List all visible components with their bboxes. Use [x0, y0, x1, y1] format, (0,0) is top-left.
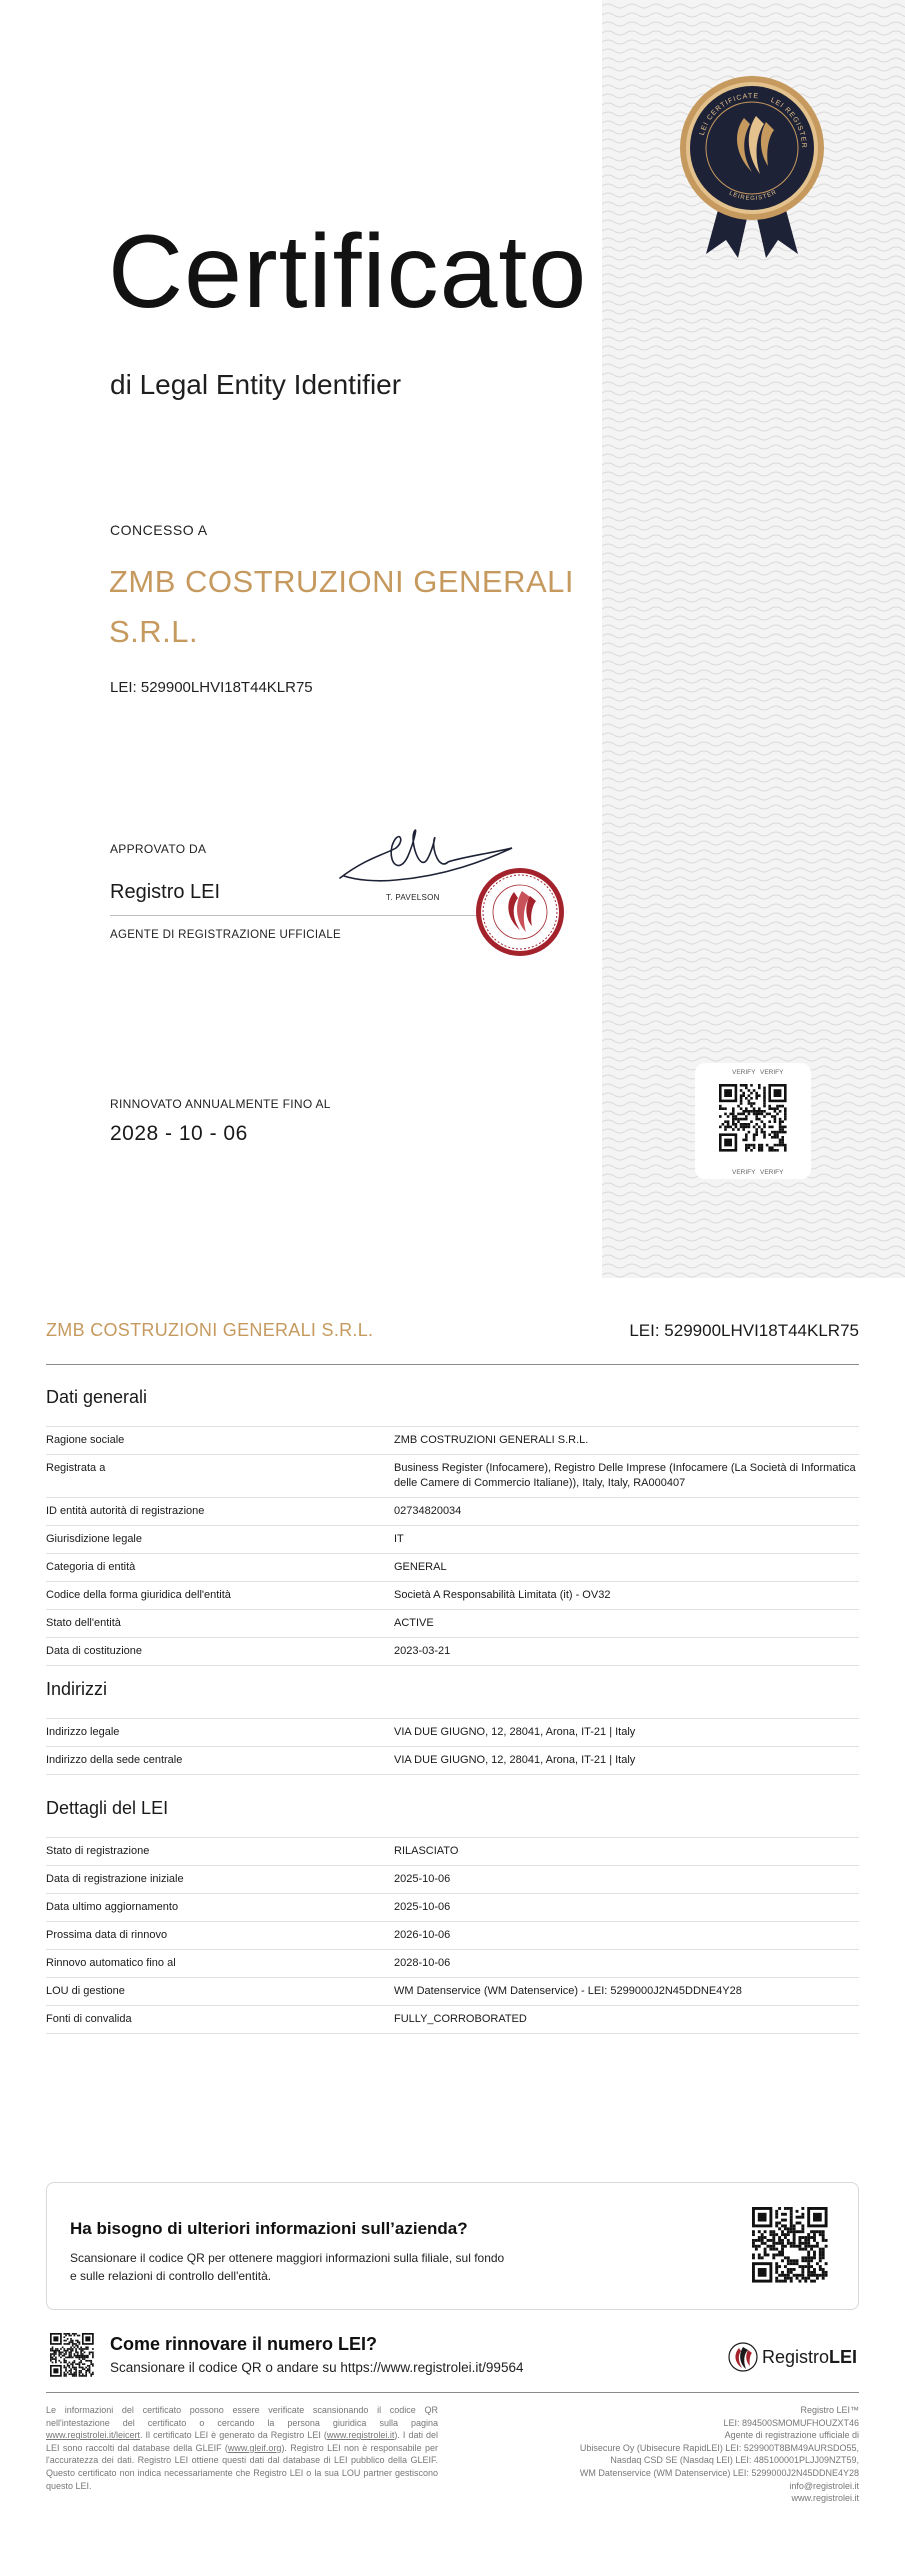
field-value: WM Datenservice (WM Datenservice) - LEI: 5299000J2N45DDNE4Y28 — [394, 1985, 742, 1997]
field-label: Indirizzo legale — [46, 1726, 120, 1738]
field-label: Data ultimo aggiornamento — [46, 1901, 179, 1913]
field-label: Rinnovo automatico fino al — [46, 1957, 176, 1969]
lei-code: LEI: 529900LHVI18T44KLR75 — [110, 679, 313, 696]
addresses-section — [46, 1678, 859, 1775]
certificate-medal-icon — [672, 68, 832, 268]
table-row — [46, 1581, 859, 1609]
table-row — [46, 1637, 859, 1666]
signature-line — [110, 915, 512, 916]
section-title: Indirizzi — [46, 1679, 108, 1699]
field-value: 2026-10-06 — [394, 1929, 451, 1941]
registro-lei-logo-icon — [728, 2342, 758, 2372]
renew-title: Come rinnovare il numero LEI? — [110, 2334, 378, 2354]
field-label: Prossima data di rinnovo — [46, 1929, 168, 1941]
registrolei-link[interactable]: www.registrolei.it — [326, 2430, 395, 2441]
section-title: Dati generali — [46, 1387, 148, 1407]
footer-contact — [439, 2404, 859, 2505]
certificate-title: Certificato — [108, 214, 588, 330]
field-value: VIA DUE GIUGNO, 12, 28041, Arona, IT-21 | Italy — [394, 1754, 636, 1766]
field-label: LOU di gestione — [46, 1985, 125, 1997]
disclaimer-text: . Il certificato LEI è generato da Registro LEI ( — [140, 2430, 327, 2441]
table-row — [46, 1609, 859, 1637]
footer-line: Agente di registrazione ufficiale di — [724, 2430, 859, 2441]
table-row — [46, 1837, 859, 1865]
table-row — [46, 1525, 859, 1553]
table-row — [46, 1865, 859, 1893]
table-row — [46, 1426, 859, 1454]
medal-text: LEI CERTIFICATE — [698, 92, 760, 137]
field-label: Data di costituzione — [46, 1645, 142, 1657]
field-label: Categoria di entità — [46, 1561, 136, 1573]
field-label: ID entità autorità di registrazione — [46, 1505, 205, 1517]
renew-instructions: Scansionare il codice QR o andare su https://www.registrolei.it/99564 — [110, 2360, 524, 2375]
disclaimer-text: Le informazioni del certificato possono essere verificate scansionando il codice QR nell'intestazione del certificato o cercando la persona giuridica sulla pagina — [46, 2405, 438, 2428]
field-label: Giurisdizione legale — [46, 1533, 142, 1545]
field-value: ZMB COSTRUZIONI GENERALI S.R.L. — [394, 1434, 589, 1446]
field-value: Business Register (Infocamere), Registro Delle Imprese (Infocamere (La Società di Informatica delle Camere di Commercio Italiane)), Italy, Italy, RA000407 — [394, 1462, 856, 1489]
footer-line: Ubisecure Oy (Ubisecure RapidLEI) LEI: 529900T8BM49AURSDO55, — [579, 2442, 859, 2453]
verify-label: VERIFY — [732, 1169, 756, 1176]
table-row — [46, 2005, 859, 2034]
header-divider — [46, 1364, 859, 1365]
disclaimer-text: ). Registro LEI non è responsabile per l'accuratezza dei dati. Registro LEI ottiene questi dati dal database di LEI pubblico della GLEIF. Questo certificato non indica necessariamente che Registro LEI o la sua LOU partner gestiscono questo LEI. — [46, 2442, 438, 2491]
field-value: GENERAL — [394, 1561, 447, 1573]
renew-qr-code[interactable] — [50, 2333, 94, 2377]
footer-email-link[interactable]: info@registrolei.it — [789, 2480, 859, 2491]
disclaimer-text: ). I dati del LEI sono raccolti dal database della GLEIF ( — [46, 2430, 438, 2453]
verify-label: VERIFY — [760, 1069, 784, 1076]
table-row — [46, 1553, 859, 1581]
brand-name-bold: LEI — [829, 2346, 858, 2367]
footer-website-link[interactable]: www.registrolei.it — [791, 2493, 859, 2504]
leicert-link[interactable]: www.registrolei.it/leicert — [46, 2430, 141, 2441]
addresses-table — [46, 1718, 859, 1775]
footer-divider — [46, 2392, 859, 2393]
company-name: ZMB COSTRUZIONI GENERALI S.R.L. — [109, 564, 574, 649]
field-value: Società A Responsabilità Limitata (it) - OV32 — [394, 1589, 611, 1601]
field-value: IT — [394, 1533, 404, 1545]
registro-lei-logo — [728, 2342, 860, 2372]
verify-label: VERIFY — [732, 1069, 756, 1076]
field-value: RILASCIATO — [394, 1845, 459, 1857]
lei-details-section — [46, 1797, 859, 2034]
certificate-page — [0, 0, 905, 1278]
field-value: 2023-03-21 — [394, 1645, 451, 1657]
header-lei-code: LEI: 529900LHVI18T44KLR75 — [629, 1321, 859, 1340]
approved-by-label: APPROVATO DA — [110, 842, 207, 856]
more-info-qr-code[interactable] — [752, 2207, 828, 2283]
field-label: Registrata a — [46, 1462, 106, 1474]
table-row — [46, 1454, 859, 1497]
verify-label: VERIFY — [760, 1169, 784, 1176]
official-agent-label: AGENTE DI REGISTRAZIONE UFFICIALE — [110, 929, 341, 941]
field-value: ACTIVE — [394, 1617, 434, 1629]
field-value: 02734820034 — [394, 1505, 462, 1517]
medal-text: LEIREGISTER — [728, 189, 779, 203]
field-label: Ragione sociale — [46, 1434, 125, 1446]
signer-name: T. PAVELSON — [386, 893, 440, 902]
approver-name: Registro LEI — [110, 881, 221, 903]
brand-name — [762, 2347, 857, 2368]
field-value: FULLY_CORROBORATED — [394, 2013, 527, 2025]
certificate-subtitle: di Legal Entity Identifier — [110, 369, 402, 400]
details-page — [0, 1278, 905, 2560]
general-data-table — [46, 1426, 859, 1666]
field-label: Indirizzo della sede centrale — [46, 1754, 183, 1766]
field-label: Stato di registrazione — [46, 1845, 150, 1857]
footer-line: WM Datenservice (WM Datenservice) LEI: 5299000J2N45DDNE4Y28 — [579, 2467, 859, 2478]
header-company-name: ZMB COSTRUZIONI GENERALI S.R.L. — [46, 1320, 374, 1340]
brand-name-regular: Registro — [762, 2346, 830, 2367]
field-value: VIA DUE GIUGNO, 12, 28041, Arona, IT-21 | Italy — [394, 1726, 636, 1738]
footer-line: Registro LEI™ — [800, 2405, 859, 2415]
renewed-until-label: RINNOVATO ANNUALMENTE FINO AL — [110, 1097, 331, 1111]
table-row — [46, 1497, 859, 1525]
more-info-box — [46, 2182, 859, 2310]
table-row — [46, 1977, 859, 2005]
more-info-text: Scansionare il codice QR per ottenere maggiori informazioni sulla filiale, sul fondo e sulle relazioni di controllo dell'entità. — [70, 2251, 505, 2283]
field-label: Codice della forma giuridica dell'entità — [46, 1589, 231, 1601]
renewed-until-date: 2028 - 10 - 06 — [110, 1122, 248, 1145]
footer-line: Nasdaq CSD SE (Nasdaq LEI) LEI: 485100001PLJJ09NZT59, — [610, 2455, 859, 2466]
more-info-title: Ha bisogno di ulteriori informazioni sull’azienda? — [70, 2219, 468, 2238]
footer-line: LEI: 894500SMOMUFHOUZXT46 — [723, 2417, 859, 2428]
field-value: 2028-10-06 — [394, 1957, 451, 1969]
field-value: 2025-10-06 — [394, 1873, 451, 1885]
table-row — [46, 1893, 859, 1921]
general-data-section — [46, 1386, 859, 1666]
medal-text: LEI REGISTER — [769, 96, 808, 149]
table-row — [46, 1949, 859, 1977]
gleif-link[interactable]: www.gleif.org — [227, 2442, 282, 2453]
field-label: Data di registrazione iniziale — [46, 1873, 184, 1885]
footer-disclaimer — [46, 2404, 438, 2492]
granted-to-label: CONCESSO A — [110, 522, 208, 538]
field-label: Fonti di convalida — [46, 2013, 132, 2025]
section-title: Dettagli del LEI — [46, 1798, 169, 1818]
field-value: 2025-10-06 — [394, 1901, 451, 1913]
table-row — [46, 1921, 859, 1949]
field-label: Stato dell'entità — [46, 1617, 121, 1629]
table-row — [46, 1718, 859, 1746]
lei-details-table — [46, 1837, 859, 2034]
table-row — [46, 1746, 859, 1775]
red-seal-icon — [474, 866, 566, 958]
verify-qr-code[interactable] — [694, 1062, 812, 1180]
